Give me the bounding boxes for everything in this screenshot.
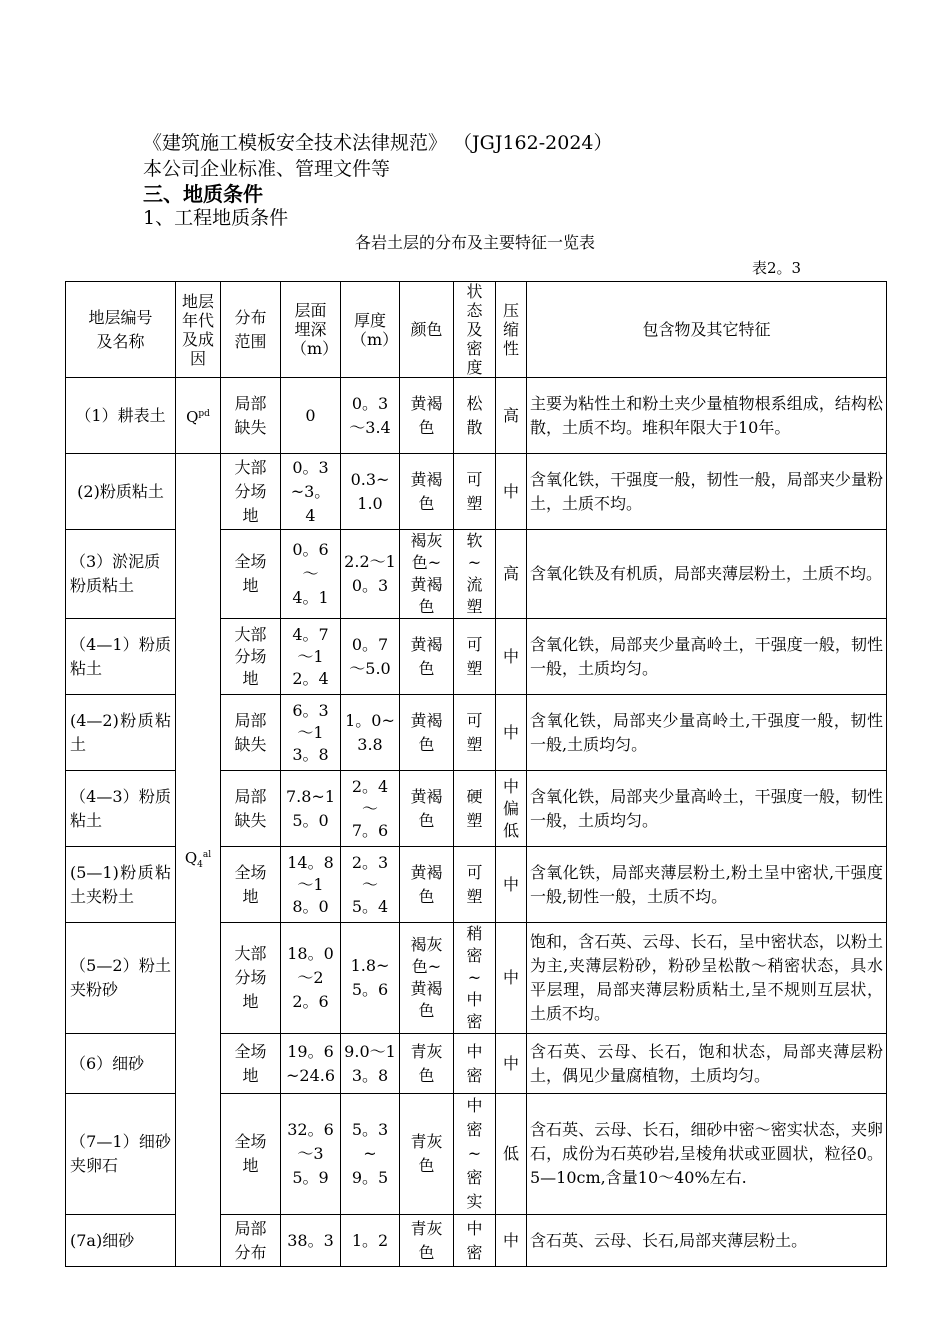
- header-depth: 层面埋深（m）: [281, 282, 341, 378]
- row-compress: 中: [496, 1215, 527, 1267]
- row-range: 大部分场地: [221, 923, 281, 1034]
- row-depth: 0。3~3。4: [281, 454, 341, 530]
- age-q-base: Q: [184, 849, 198, 867]
- header-age: 地层年代及成因: [176, 282, 221, 378]
- row-thickness: 1。0~3.8: [341, 695, 400, 771]
- row-name: （1）耕表土: [66, 378, 176, 454]
- row-name: (2)粉质粘土: [66, 454, 176, 530]
- row-color: 黄褐色: [400, 619, 454, 695]
- geology-table: [65, 281, 887, 1267]
- row-compress: 高: [496, 378, 527, 454]
- table-row: [66, 378, 887, 454]
- row-depth: 0: [281, 378, 341, 454]
- row-depth: 38。3: [281, 1215, 341, 1267]
- row-range: 大部分场地: [221, 454, 281, 530]
- row-state: 松散: [454, 378, 496, 454]
- row-compress: 中: [496, 847, 527, 923]
- row-name: （6）细砂: [66, 1034, 176, 1094]
- row-color: 青灰色: [400, 1094, 454, 1215]
- row-state: 可塑: [454, 619, 496, 695]
- row-depth: 32。6～35。9: [281, 1094, 341, 1215]
- header-range: 分布范围: [221, 282, 281, 378]
- row-depth: 4。7～12。4: [281, 619, 341, 695]
- row-depth: 14。8～18。0: [281, 847, 341, 923]
- row-depth: 19。6~24.6: [281, 1034, 341, 1094]
- age-pd-sup: pd: [198, 409, 210, 419]
- row-range: 大部分场地: [221, 619, 281, 695]
- row-thickness: 9.0～13。8: [341, 1034, 400, 1094]
- row-compress: 中偏低: [496, 771, 527, 847]
- row-thickness: 2。3～5。4: [341, 847, 400, 923]
- row-color: 青灰色: [400, 1034, 454, 1094]
- row-state: 中密: [454, 1215, 496, 1267]
- header-thickness: 厚度（m）: [341, 282, 400, 378]
- sub-heading: 1、工程地质条件: [143, 207, 289, 229]
- row-color: 褐灰色~黄褐色: [400, 530, 454, 619]
- row-features: 含氧化铁及有机质，局部夹薄层粉土，土质不均。: [527, 530, 887, 619]
- row-features: 含氧化铁，局部夹少量高岭土，干强度一般，韧性一般，土质均匀。: [527, 619, 887, 695]
- table-caption: 各岩土层的分布及主要特征一览表: [354, 233, 595, 252]
- header-color: 颜色: [400, 282, 454, 378]
- section-heading: 三、地质条件: [143, 182, 263, 206]
- row-color: 黄褐色: [400, 771, 454, 847]
- row-depth: 6。3～13。8: [281, 695, 341, 771]
- row-depth: 0。6～4。1: [281, 530, 341, 619]
- row-depth: 18。0～22。6: [281, 923, 341, 1034]
- row-features: 含氧化铁，干强度一般，韧性一般，局部夹少量粉土，土质不均。: [527, 454, 887, 530]
- row-state: 可塑: [454, 454, 496, 530]
- table-number: 表2。3: [752, 259, 802, 277]
- row-features: 含石英、云母、长石，细砂中密～密实状态，夹卵石，成份为石英砂岩,呈棱角状或亚圆状，粒径0。5—10cm,含量10～40%左右.: [527, 1094, 887, 1215]
- age-cell-al: [176, 454, 221, 1267]
- header-state: 状态及密度: [454, 282, 496, 378]
- row-compress: 中: [496, 454, 527, 530]
- row-thickness: 1。2: [341, 1215, 400, 1267]
- row-name: （5—2）粉土夹粉砂: [66, 923, 176, 1034]
- row-features: 含氧化铁，局部夹少量高岭土，干强度一般，韧性一般，土质均匀。: [527, 771, 887, 847]
- row-thickness: 0.3~1.0: [341, 454, 400, 530]
- row-state: 软~流塑: [454, 530, 496, 619]
- row-compress: 中: [496, 695, 527, 771]
- header-row: [66, 282, 887, 378]
- row-compress: 中: [496, 619, 527, 695]
- row-color: 黄褐色: [400, 695, 454, 771]
- row-state: 可塑: [454, 847, 496, 923]
- row-name: (5—1)粉质粘土夹粉土: [66, 847, 176, 923]
- row-color: 青灰色: [400, 1215, 454, 1267]
- row-color: 黄褐色: [400, 454, 454, 530]
- row-thickness: 2。4～7。6: [341, 771, 400, 847]
- row-thickness: 5。3~9。5: [341, 1094, 400, 1215]
- row-compress: 低: [496, 1094, 527, 1215]
- row-features: 含石英、云母、长石，饱和状态，局部夹薄层粉土，偶见少量腐植物，土质均匀。: [527, 1034, 887, 1094]
- row-state: 中密: [454, 1034, 496, 1094]
- row-range: 全场地: [221, 1034, 281, 1094]
- row-compress: 高: [496, 530, 527, 619]
- row-state: 稍密~中密: [454, 923, 496, 1034]
- age-al-sub: 4: [197, 860, 203, 870]
- row-features: 含氧化铁，局部夹薄层粉土,粉土呈中密状,干强度一般,韧性一般，土质不均。: [527, 847, 887, 923]
- header-name: 地层编号及名称: [66, 282, 176, 378]
- reference-line-2: 本公司企业标准、管理文件等: [143, 158, 391, 180]
- age-cell-pd: [176, 378, 221, 454]
- row-color: 褐灰色~黄褐色: [400, 923, 454, 1034]
- row-state: 硬塑: [454, 771, 496, 847]
- row-name: (4—2)粉质粘土: [66, 695, 176, 771]
- row-range: 局部缺失: [221, 771, 281, 847]
- row-name: （3）淤泥质粉质粘土: [66, 530, 176, 619]
- row-thickness: 0。7～5.0: [341, 619, 400, 695]
- row-name: （4—1）粉质粘土: [66, 619, 176, 695]
- row-state: 中密~密实: [454, 1094, 496, 1215]
- row-thickness: 1.8~5。6: [341, 923, 400, 1034]
- row-features: 含氧化铁，局部夹少量高岭土,干强度一般，韧性一般,土质均匀。: [527, 695, 887, 771]
- row-compress: 中: [496, 923, 527, 1034]
- age-q-base: Q: [186, 408, 199, 426]
- row-range: 局部缺失: [221, 378, 281, 454]
- row-name: （7—1）细砂夹卵石: [66, 1094, 176, 1215]
- row-range: 局部缺失: [221, 695, 281, 771]
- row-features: 饱和，含石英、云母、长石，呈中密状态，以粉土为主,夹薄层粉砂，粉砂呈松散～稍密状态，具水平层理，局部夹薄层粉质粘土,呈不规则互层状，土质不均。: [527, 923, 887, 1034]
- row-range: 局部分布: [221, 1215, 281, 1267]
- header-features: 包含物及其它特征: [527, 282, 887, 378]
- row-range: 全场地: [221, 847, 281, 923]
- table-row: [66, 454, 887, 530]
- row-name: (7a)细砂: [66, 1215, 176, 1267]
- row-features: 含石英、云母、长石,局部夹薄层粉土。: [527, 1215, 887, 1267]
- row-features: 主要为粘性土和粉土夹少量植物根系组成，结构松散，土质不均。堆积年限大于10年。: [527, 378, 887, 454]
- row-name: （4—3）粉质粘土: [66, 771, 176, 847]
- row-range: 全场地: [221, 1094, 281, 1215]
- row-thickness: 0。3～3.4: [341, 378, 400, 454]
- row-compress: 中: [496, 1034, 527, 1094]
- header-compress: 压缩性: [496, 282, 527, 378]
- reference-line-1: 《建筑施工模板安全技术法律规范》 （JGJ162-2024）: [143, 132, 613, 154]
- row-color: 黄褐色: [400, 847, 454, 923]
- row-color: 黄褐色: [400, 378, 454, 454]
- row-range: 全场地: [221, 530, 281, 619]
- row-depth: 7.8~15。0: [281, 771, 341, 847]
- row-thickness: 2.2～10。3: [341, 530, 400, 619]
- row-state: 可塑: [454, 695, 496, 771]
- age-al-sup: al: [202, 850, 212, 860]
